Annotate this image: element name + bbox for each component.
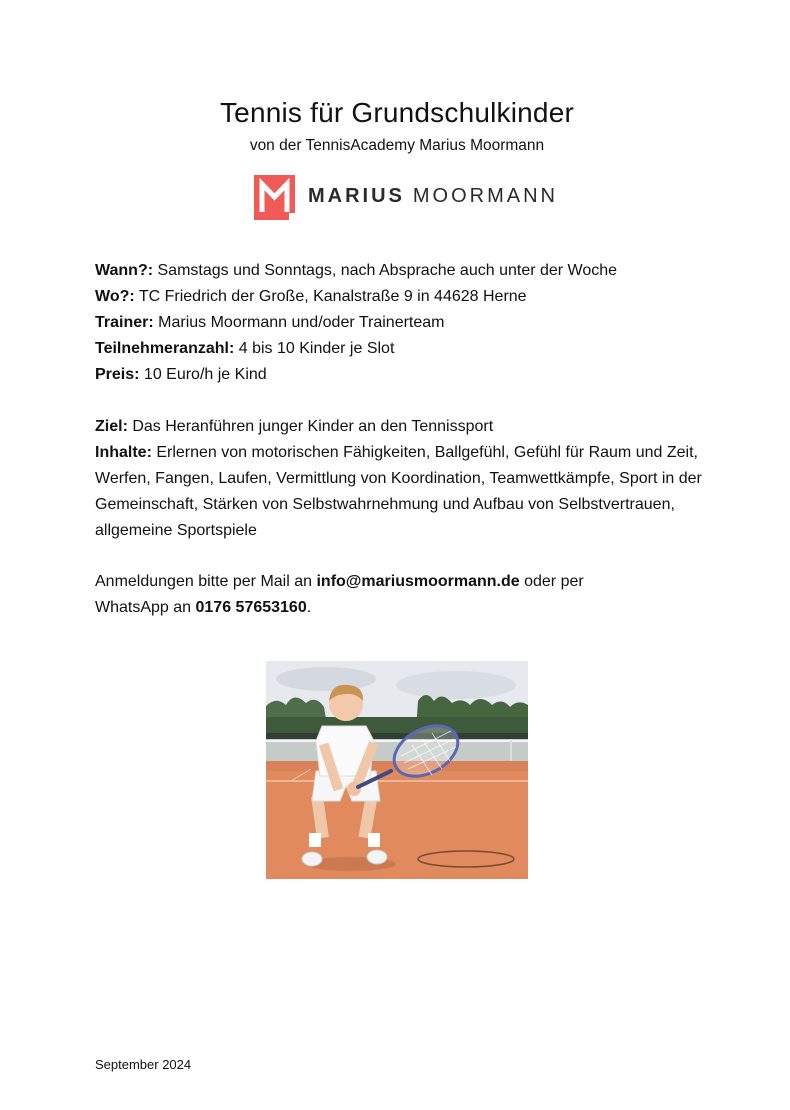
detail-row	[95, 336, 715, 362]
child-tennis-player-photo	[266, 661, 528, 879]
registration-text: .	[306, 599, 312, 616]
logo-word-second: MOORMANN	[412, 185, 558, 207]
logo-word-first: MARIUS	[308, 185, 405, 207]
content-paragraph	[95, 440, 715, 544]
goal-label: Ziel:	[95, 418, 128, 435]
registration-text: oder per	[519, 573, 584, 590]
brand-logo	[254, 175, 558, 220]
logo-wordmark	[308, 185, 558, 208]
detail-value: TC Friedrich der Große, Kanalstraße 9 in 44628 Herne	[134, 288, 527, 305]
detail-label: Wann?:	[95, 262, 154, 279]
goal-value: Das Heranführen junger Kinder an den Tennissport	[127, 418, 494, 435]
detail-row	[95, 362, 715, 388]
registration-line-1	[95, 569, 715, 595]
detail-label: Preis:	[95, 366, 140, 383]
content-label: Inhalte:	[95, 444, 152, 461]
detail-label: Teilnehmeranzahl:	[95, 340, 235, 357]
details-section	[95, 258, 715, 388]
goals-section	[95, 414, 715, 544]
registration-line-2	[95, 595, 715, 621]
detail-value: Marius Moormann und/oder Trainerteam	[153, 314, 445, 331]
detail-label: Trainer:	[95, 314, 154, 331]
page-title: Tennis für Grundschulkinder	[219, 97, 575, 128]
goal-row	[95, 414, 715, 440]
detail-row	[95, 284, 715, 310]
detail-row	[95, 258, 715, 284]
registration-text: Anmeldungen bitte per Mail an	[95, 573, 317, 590]
email-address[interactable]: info@mariusmoormann.de	[316, 573, 520, 590]
page-subtitle: von der TennisAcademy Marius Moormann	[249, 137, 545, 154]
detail-value: Samstags und Sonntags, nach Absprache auch unter der Woche	[153, 262, 618, 279]
detail-value: 10 Euro/h je Kind	[139, 366, 267, 383]
phone-number[interactable]: 0176 57653160	[195, 599, 307, 616]
logo-mark-icon	[254, 175, 295, 220]
registration-section	[95, 569, 715, 621]
detail-row	[95, 310, 715, 336]
content-value: Erlernen von motorischen Fähigkeiten, Ballgefühl, Gefühl für Raum und Zeit, Werfen, Fangen, Laufen, Vermittlung von Koordination, Teamwettkämpfe, Sport in der Gemeinschaft, Stärken von Selbstwahrnehmung und Aufbau von Selbstvertrauen, allgemeine Sportspiele	[95, 444, 702, 539]
detail-value: 4 bis 10 Kinder je Slot	[234, 340, 395, 357]
footer-date: September 2024	[95, 1057, 192, 1072]
registration-text: WhatsApp an	[95, 599, 196, 616]
photo-illustration	[266, 661, 528, 879]
detail-label: Wo?:	[95, 288, 135, 305]
